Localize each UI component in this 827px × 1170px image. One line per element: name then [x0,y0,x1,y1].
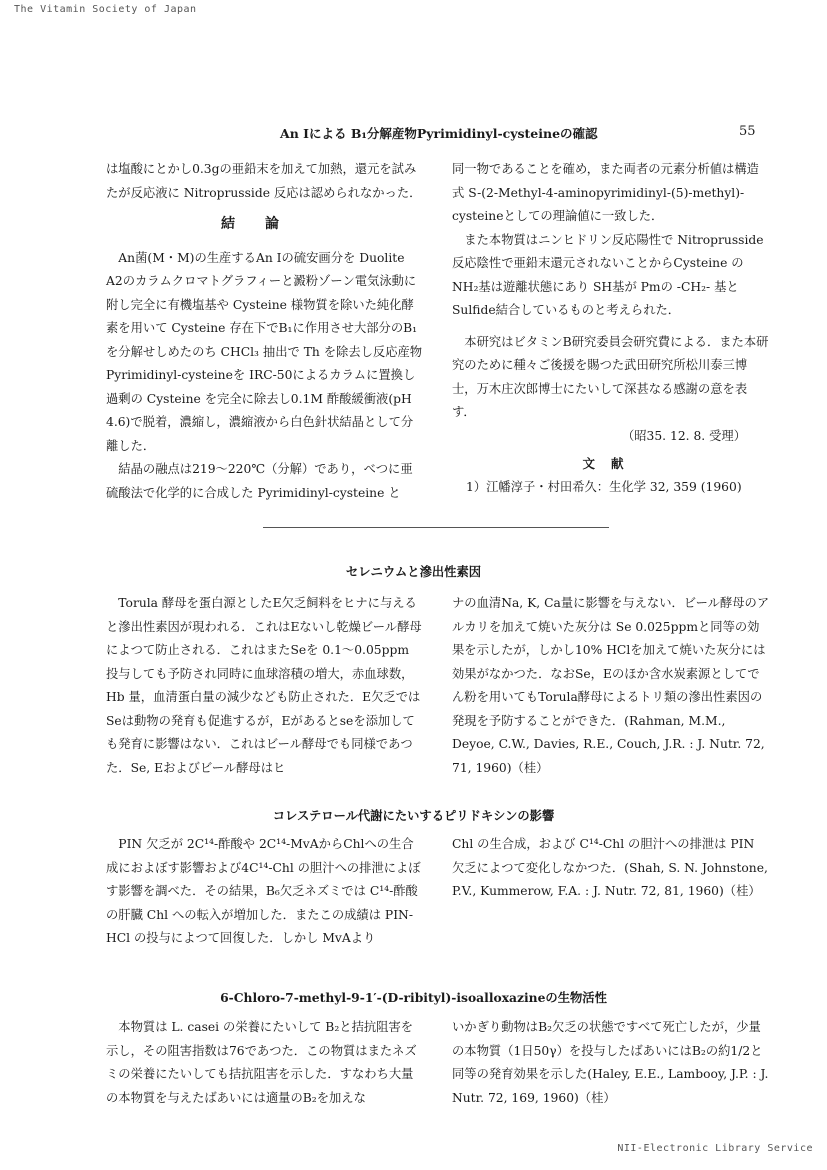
running-head: An Ⅰによる B₁分解産物Pyrimidinyl-cysteineの確認 [280,126,598,141]
reference-item: 1）江幡淳子・村田希久：生化学 32, 359 (1960) [466,479,742,494]
paragraph: Torula 酵母を蛋白源としたE欠乏飼料をヒナに与えると滲出性素因が現われる．これはEないし乾燥ビール酵母によつて防止される．これはまたSeを 0.1～0.05ppm 投与しても予防され同時に血球溶積の増大，赤血球数，Hb 量，血清蛋白量の減少なども防止された．E欠乏ではSeは動物の発育も促進するが，Eがあるとseを添加しても発育に影響はない．これはビール酵母でも同様であつた．Se, Eおよびビール酵母はヒ [106,596,422,775]
paragraph: PIN 欠乏が 2C¹⁴-酢酸や 2C¹⁴-MvAからChlへの生合成におよぼす影響および4C¹⁴-Chl の胆汁への排泄によぼす影響を調べた．その結果，B₆欠乏ネズミでは C¹⁴-酢酸の肝臓 Chl への転入が増加した．またこの成績は PIN-HCl の投与によつて回復した．しかし MvAより [106,837,421,945]
divider [263,527,609,528]
article4-left-column [106,1016,424,1110]
article2-right-column [452,592,770,780]
paragraph: いかぎり動物はB₂欠乏の状態ですべて死亡したが，少量の本物質（1日50γ）を投与したばあいにはB₂の約1/2と同等の発育効果を示した(Haley, E.E., Lambooy, J.P. : J. Nutr. 72, 169, 1960)（桂） [452,1020,769,1105]
received-date: （昭35. 12. 8. 受理） [621,428,746,443]
references-heading: 文献 [582,456,640,471]
acknowledgement: 本研究はビタミンB研究委員会研究費による．また本研究のために種々ご後援を賜つた武田研究所松川泰三博士，万木庄次郎博士にたいして深甚なる感謝の意を表す． [452,334,769,419]
paragraph: は塩酸にとかし0.3gの亜鉛末を加えて加熱，還元を試みたが反応液に Nitroprusside 反応は認められなかった． [106,162,422,200]
paragraph: 同一物であることを確め，また両者の元素分析値は構造式 S-(2-Methyl-4-aminopyrimidinyl-(5)-methyl)-cysteineとしての理論値に一致した． [452,162,759,223]
paragraph: Chl の生合成，および C¹⁴-Chl の胆汁への排泄は PIN 欠乏によつて変化しなかつた．(Shah, S. N. Johnstone, P.V., Kummerow, F.A. : J. Nutr. 72, 81, 1960)（桂） [452,837,768,898]
paragraph: また本物質はニンヒドリン反応陽性で Nitroprusside反応陰性で亜鉛末還元されないことからCysteine の NH₂基は遊離状態にあり SH基が Pmの -CH₂- 基と Sulfide結合しているものと考えられた． [452,232,764,317]
paragraph: 本物質は L. casei の栄養にたいして B₂と拮抗阻害を示し，その阻害指数は76であつた．この物質はまたネズミの栄養にたいしても拮抗阻害を示した．すなわち大量の本物質を与えたばあいには適量のB₂を加えな [106,1020,417,1105]
source-label: The Vitamin Society of Japan [14,4,197,15]
article3-right-column [452,833,770,904]
article-title: 6-Chloro-7-methyl-9-1′-(D-ribityl)-isoalloxazineの生物活性 [220,990,607,1005]
article-title: セレニウムと滲出性素因 [345,564,482,579]
page-number: 55 [739,124,756,139]
paragraph: An菌(M・M)の生産するAn Ⅰの硫安画分を Duolite A2のカラムクロマトグラフィーと澱粉ゾーン電気泳動に附し完全に有機塩基や Cysteine 様物質を除いた純化酵素を用いて Cysteine 存在下でB₁に作用させ大部分のB₁を分解せしめたのち CHCl₃ 抽出で Th を除去し反応産物 Pyrimidinyl-cysteineを IRC-50によるカラムに置換し過剰の Cysteine を完全に除去し0.1M 酢酸緩衝液(pH 4.6)で脱着，濃縮し，濃縮液から白色針状結晶として分離した． [106,250,423,453]
section-heading: 結論 [221,216,309,232]
article3-left-column [106,833,424,951]
article-title: コレステロール代謝にたいするピリドキシンの影響 [272,808,555,823]
paragraph: 結晶の融点は219～220℃（分解）であり，べつに亜硫酸法で化学的に合成した Pyrimidinyl-cysteine と [106,462,413,500]
article1-left-column [106,158,424,505]
article4-right-column [452,1016,770,1110]
article2-left-column [106,592,424,780]
article1-right-column [452,158,770,499]
paragraph: ナの血清Na, K, Ca量に影響を与えない．ビール酵母のアルカリを加えて焼いた灰分は Se 0.025ppmと同等の効果を示したが，しかし10% HClを加えて焼いた灰分には効果がなかつた．なおSe，Eのほか含水炭素源としてでん粉を用いてもTorula酵母によるトリ類の滲出性素因の発現を予防することができた．(Rahman, M.M., Deyoe, C.W., Davies, R.E., Couch, J.R. : J. Nutr. 72, 71, 1960)（桂） [452,596,770,775]
footer-label: NII-Electronic Library Service [617,1143,813,1154]
